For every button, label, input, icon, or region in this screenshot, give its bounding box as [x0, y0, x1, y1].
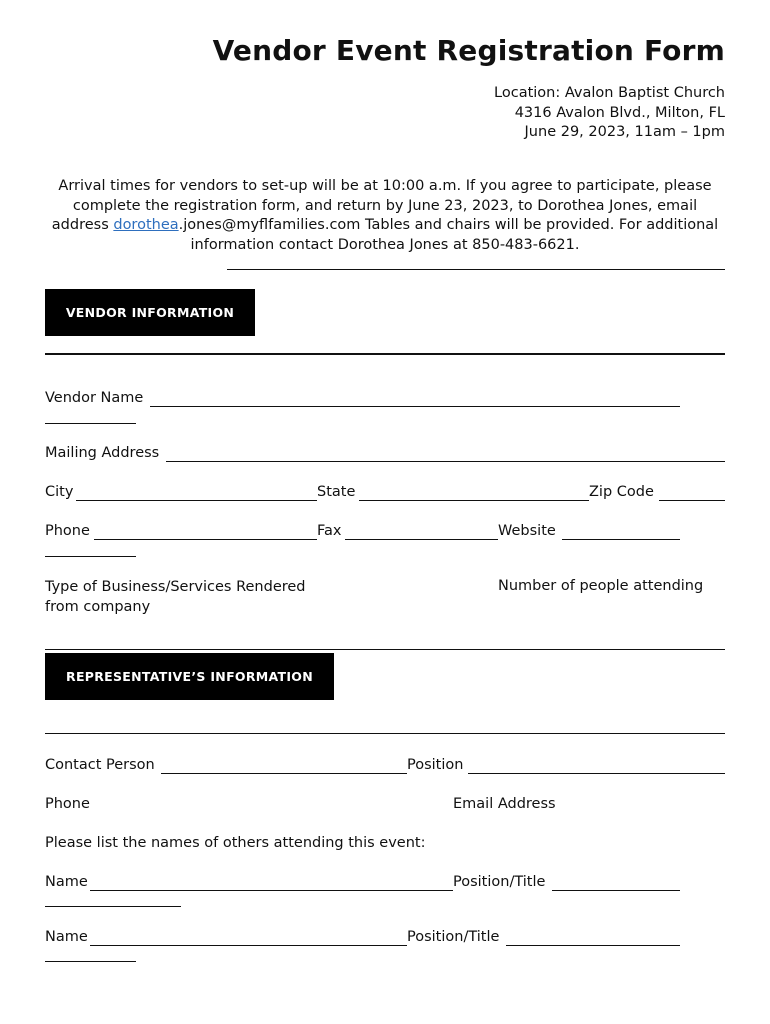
website-field[interactable]	[562, 521, 680, 540]
attendee-name-label: Name	[45, 874, 88, 890]
mailing-address-label: Mailing Address	[45, 445, 160, 461]
attendee-position-field[interactable]	[506, 927, 680, 946]
business-type-label	[45, 577, 306, 617]
vendor-name-field[interactable]	[150, 388, 680, 407]
address-line: 4316 Avalon Blvd., Milton, FL	[514, 104, 725, 121]
attendee-name-field[interactable]	[90, 927, 407, 946]
event-location-block	[494, 84, 725, 143]
business-type-field[interactable]	[45, 649, 725, 650]
position-field[interactable]	[468, 755, 725, 774]
location-line: Location: Avalon Baptist Church	[494, 85, 725, 101]
email-link[interactable]: dorothea	[113, 217, 179, 233]
business-type-line: Type of Business/Services Rendered	[45, 579, 306, 595]
intro-divider	[227, 269, 725, 270]
representative-phone-label: Phone	[45, 796, 90, 812]
vendor-information-banner: VENDOR INFORMATION	[45, 289, 255, 336]
vendor-phone-label: Phone	[45, 523, 90, 539]
email-address-label: Email Address	[453, 796, 556, 812]
mailing-address-field[interactable]	[166, 443, 725, 462]
state-label: State	[317, 484, 356, 500]
representative-information-banner: REPRESENTATIVE’S INFORMATION	[45, 653, 334, 700]
vendor-name-label: Vendor Name	[45, 390, 144, 406]
intro-paragraph	[45, 177, 725, 255]
attendee-position-label: Position/Title	[407, 929, 500, 945]
intro-text-end: .jones@myflfamilies.com Tables and chairs will be provided. For additional information contact Dorothea Jones at 850-483-6621.	[178, 217, 719, 253]
intro-text-start: Arrival times for vendors to set-up will be at 10:00 a.m. If you agree to participate, please complete the registration form, and return by June 23, 2023, to Dorothea Jones, email address	[51, 178, 712, 233]
state-field[interactable]	[359, 482, 589, 501]
city-field[interactable]	[76, 482, 317, 501]
attendee-position-field[interactable]	[552, 872, 680, 891]
others-attending-prompt: Please list the names of others attending this event:	[45, 835, 426, 851]
website-label: Website	[498, 523, 556, 539]
event-date-line: June 29, 2023, 11am – 1pm	[524, 124, 725, 140]
representative-section-divider	[45, 733, 725, 734]
attendee-position-field-continued[interactable]	[45, 943, 136, 962]
fax-field[interactable]	[345, 521, 498, 540]
fax-label: Fax	[317, 523, 342, 539]
contact-person-label: Contact Person	[45, 757, 155, 773]
attendee-position-label: Position/Title	[453, 874, 546, 890]
form-title: Vendor Event Registration Form	[212, 34, 725, 67]
number-attending-label: Number of people attending	[498, 578, 704, 594]
business-type-line: from company	[45, 599, 151, 615]
zip-code-field[interactable]	[659, 482, 725, 501]
position-label: Position	[407, 757, 464, 773]
website-field-continued[interactable]	[45, 538, 136, 557]
contact-person-field[interactable]	[161, 755, 407, 774]
vendor-section-divider	[45, 353, 725, 355]
zip-code-label: Zip Code	[589, 484, 654, 500]
city-label: City	[45, 484, 74, 500]
vendor-name-field-continued[interactable]	[45, 405, 136, 424]
attendee-name-label: Name	[45, 929, 88, 945]
attendee-position-field-continued[interactable]	[45, 888, 181, 907]
